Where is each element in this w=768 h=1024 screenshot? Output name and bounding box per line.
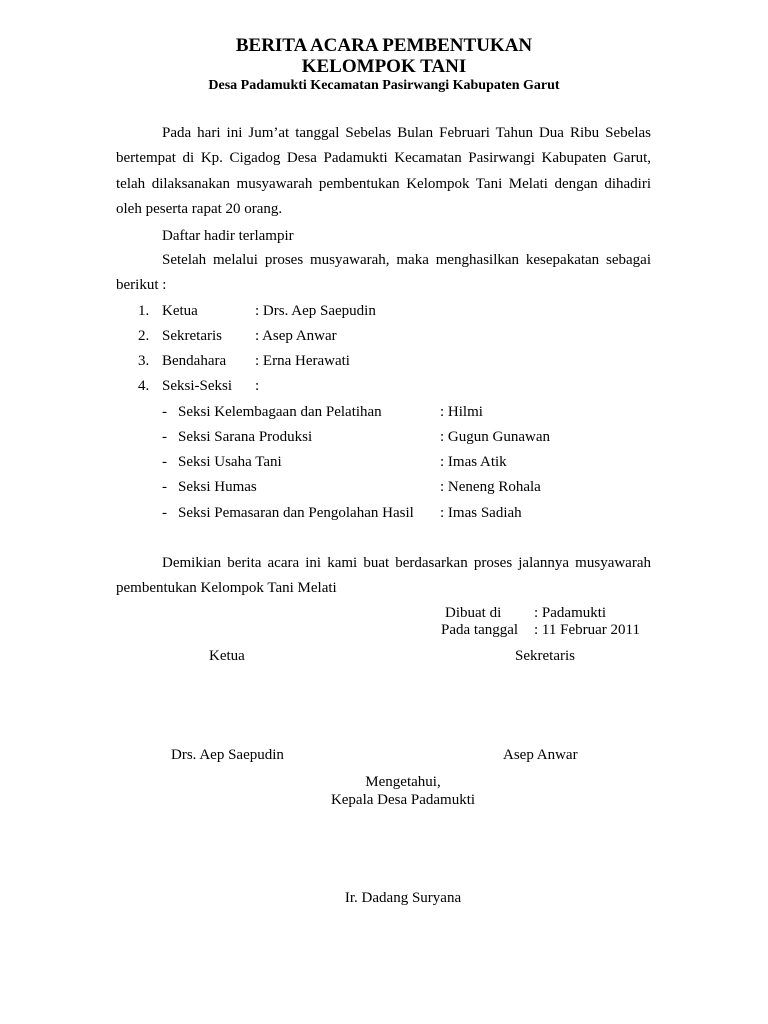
paragraph-line: pembentukan Kelompok Tani Melati <box>116 580 337 597</box>
document-title-line2: KELOMPOK TANI <box>301 56 467 77</box>
approval-label: Mengetahui, <box>365 774 441 790</box>
signature-role-right: Sekretaris <box>515 648 575 664</box>
paragraph-line: telah dilaksanakan musyawarah pembentukan Kelompok Tani Melati dengan dihadiri <box>116 175 651 192</box>
section-label: Seksi Sarana Produksi <box>178 429 313 445</box>
member-role: Seksi-Seksi <box>162 378 233 394</box>
member-number: 3. <box>138 353 150 369</box>
section-name: : Hilmi <box>440 404 483 420</box>
section-name: : Imas Atik <box>440 454 507 470</box>
paragraph-line: Setelah melalui proses musyawarah, maka menghasilkan kesepakatan sebagai <box>162 252 651 268</box>
place-value: : Padamukti <box>534 605 607 621</box>
section-dash: - <box>162 429 167 445</box>
section-dash: - <box>162 479 167 495</box>
opening-paragraph <box>116 121 651 222</box>
section-dash: - <box>162 404 167 420</box>
section-name: : Gugun Gunawan <box>440 429 550 445</box>
member-number: 4. <box>138 378 150 394</box>
member-role: Bendahara <box>162 353 227 369</box>
member-role: Ketua <box>162 303 198 319</box>
signature-name-left: Drs. Aep Saepudin <box>171 747 284 763</box>
section-label: Seksi Usaha Tani <box>178 454 282 470</box>
member-number: 2. <box>138 328 150 344</box>
member-name: : Drs. Aep Saepudin <box>255 303 376 319</box>
section-dash: - <box>162 454 167 470</box>
approval-title: Kepala Desa Padamukti <box>330 792 476 808</box>
section-label: Seksi Humas <box>178 479 257 495</box>
closing-paragraph <box>116 551 651 602</box>
paragraph-line: oleh peserta rapat 20 orang. <box>116 200 283 217</box>
paragraph-line: berikut : <box>116 277 167 294</box>
document-subtitle: Desa Padamukti Kecamatan Pasirwangi Kabupaten Garut <box>208 78 560 93</box>
date-value: : 11 Februar 2011 <box>534 622 640 638</box>
signature-role-left: Ketua <box>209 648 245 664</box>
member-name: : Erna Herawati <box>255 353 350 369</box>
member-role: Sekretaris <box>162 328 222 344</box>
approval-name: Ir. Dadang Suryana <box>344 890 462 906</box>
section-label: Seksi Pemasaran dan Pengolahan Hasil <box>178 505 414 521</box>
member-name: : Asep Anwar <box>255 328 337 344</box>
member-name: : <box>255 378 260 394</box>
date-label: Pada tanggal <box>441 622 519 638</box>
section-label: Seksi Kelembagaan dan Pelatihan <box>178 404 382 420</box>
paragraph-line: Pada hari ini Jum’at tanggal Sebelas Bulan Februari Tahun Dua Ribu Sebelas <box>162 125 651 141</box>
signature-name-right: Asep Anwar <box>503 747 578 763</box>
paragraph-line: Demikian berita acara ini kami buat berdasarkan proses jalannya musyawarah <box>162 555 651 571</box>
agreement-paragraph <box>116 248 651 299</box>
place-label: Dibuat di <box>445 605 502 621</box>
attendance-note: Daftar hadir terlampir <box>162 228 294 244</box>
member-number: 1. <box>138 303 150 319</box>
section-name: : Neneng Rohala <box>440 479 541 495</box>
document-title-line1: BERITA ACARA PEMBENTUKAN <box>235 35 533 56</box>
paragraph-line: bertempat di Kp. Cigadog Desa Padamukti Kecamatan Pasirwangi Kabupaten Garut, <box>116 150 651 167</box>
section-name: : Imas Sadiah <box>440 505 522 521</box>
section-dash: - <box>162 505 167 521</box>
